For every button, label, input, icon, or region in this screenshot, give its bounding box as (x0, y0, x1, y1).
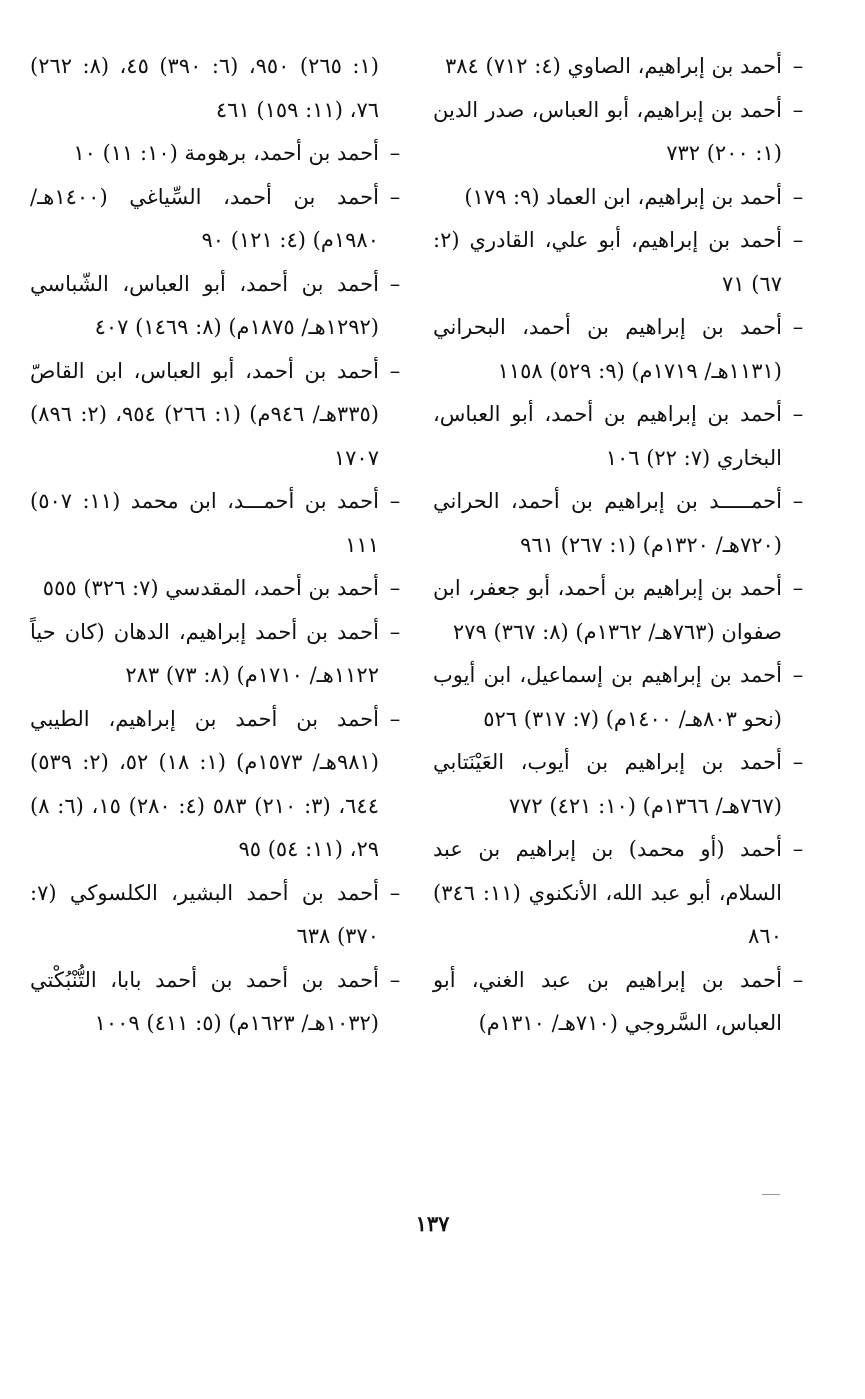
entry-text: أحمد بن إبراهيم، ابن العماد (٩: ١٧٩) (464, 184, 782, 209)
entry-dash: – (389, 967, 401, 992)
entry-text: أحمد بن أحمد، السِّياغي (١٤٠٠هـ/ ١٩٨٠م) (٤: ١٢١) ٩٠ (30, 184, 379, 252)
entry-dash: – (792, 576, 804, 600)
entry-text: أحمد بن أحمد بن أحمد بابا، التُّنْبُكْتي (١٠٣٢هـ/ ١٦٢٣م) (٥: ٤١١) ١٠٠٩ (30, 967, 379, 1035)
index-entry (433, 654, 808, 741)
index-entry (433, 45, 808, 89)
index-entry (30, 350, 405, 481)
entry-dash: – (792, 402, 804, 426)
index-entry (433, 828, 808, 959)
entry-text: أحمـــــد بن إبراهيم بن أحمد، الحراني (٧٢٠هـ/ ١٣٢٠م) (١: ٢٦٧) ٩٦١ (433, 489, 782, 557)
index-entry (433, 306, 808, 393)
entry-text: أحمد بن إبراهيم بن أحمد، البحراني (١١٣١هـ/ ١٧١٩م) (٩: ٥٢٩) ١١٥٨ (433, 315, 782, 383)
index-entry (433, 480, 808, 567)
index-entry (433, 393, 808, 480)
entry-text: (١: ٢٦٥) ٩٥٠، (٦: ٣٩٠) ٤٥، (٨: ٢٦٢) ٧٦، (١١: ١٥٩) ٤٦١ (30, 54, 379, 122)
scan-mark (762, 1194, 780, 1195)
entry-dash: – (792, 663, 804, 687)
index-entry (30, 611, 405, 698)
index-entry (30, 959, 405, 1046)
entry-dash: – (792, 837, 804, 861)
index-column-left (30, 45, 405, 1046)
entry-text: أحمد بن أحمد، أبو العباس، الشّباسي (١٢٩٢هـ/ ١٨٧٥م) (٨: ١٤٦٩) ٤٠٧ (30, 271, 379, 339)
entry-dash: – (389, 489, 401, 513)
entry-dash: – (792, 184, 804, 209)
entry-dash: – (389, 619, 401, 644)
entry-text: أحمد بن إبراهيم، الصاوي (٤: ٧١٢) ٣٨٤ (445, 54, 782, 78)
index-entry-continuation (30, 45, 405, 132)
index-entry (433, 567, 808, 654)
index-entry (30, 176, 405, 263)
entry-text: أحمد بن إبراهيم، أبو علي، القادري (٢: ٦٧) ٧١ (433, 228, 782, 296)
entry-dash: – (792, 750, 804, 774)
entry-text: أحمد بن إبراهيم بن أحمد، أبو العباس، البخاري (٧: ٢٢) ١٠٦ (433, 402, 782, 470)
entry-dash: – (389, 880, 401, 905)
entry-text: أحمد (أو محمد) بن إبراهيم بن عبد السلام، أبو عبد الله، الأنكنوي (١١: ٣٤٦) ٨٦٠ (433, 837, 782, 948)
entry-dash: – (792, 54, 804, 78)
index-entry (30, 872, 405, 959)
entry-dash: – (792, 97, 804, 122)
index-entry (433, 741, 808, 828)
entry-dash: – (389, 184, 401, 209)
entry-text: أحمد بن أحمد بن إبراهيم، الطيبي (٩٨١هـ/ ١٥٧٣م) (١: ١٨) ٥٢، (٢: ٥٣٩) ٦٤٤، (٣: ٢١٠) ٥٨٣ (٤: ٢٨٠) ١٥، (٦: ٨) ٢٩، (١١: ٥٤) ٩٥ (30, 706, 379, 861)
page-number: ١٣٧ (415, 1211, 450, 1236)
index-entry (433, 176, 808, 220)
entry-dash: – (792, 315, 804, 339)
index-entry (30, 698, 405, 872)
entry-text: أحمد بن أحمد، برهومة (١٠: ١١) ١٠ (73, 141, 379, 165)
index-entry (433, 89, 808, 176)
index-entry (30, 480, 405, 567)
entry-text: أحمد بن إبراهيم بن أحمد، أبو جعفر، ابن صفوان (٧٦٣هـ/ ١٣٦٢م) (٨: ٣٦٧) ٢٧٩ (433, 576, 782, 644)
entry-text: أحمد بن أحمـــد، ابن محمد (١١: ٥٠٧) ١١١ (30, 489, 379, 557)
entry-dash: – (792, 489, 804, 513)
entry-text: أحمد بن أحمد البشير، الكلسوكي (٧: ٣٧٠) ٦٣٨ (30, 880, 379, 948)
index-entry (433, 219, 808, 306)
entry-dash: – (792, 967, 804, 992)
entry-dash: – (792, 228, 804, 252)
index-entry (30, 263, 405, 350)
entry-text: أحمد بن إبراهيم بن إسماعيل، ابن أيوب (نحو ٨٠٣هـ/ ١٤٠٠م) (٧: ٣١٧) ٥٢٦ (433, 663, 782, 731)
entry-dash: – (389, 706, 401, 731)
entry-text: أحمد بن إبراهيم، أبو العباس، صدر الدين (١: ٢٠٠) ٧٣٢ (433, 97, 782, 165)
entry-text: أحمد بن إبراهيم بن أيوب، العَيْنَتابي (٧٦٧هـ/ ١٣٦٦م) (١٠: ٤٢١) ٧٧٢ (433, 750, 782, 818)
entry-dash: – (389, 358, 401, 383)
entry-dash: – (389, 271, 401, 296)
index-entry (30, 567, 405, 611)
entry-text: أحمد بن أحمد، المقدسي (٧: ٣٢٦) ٥٥٥ (42, 576, 379, 600)
entry-text: أحمد بن إبراهيم بن عبد الغني، أبو العباس، السَّروجي (٧١٠هـ/ ١٣١٠م) (433, 967, 782, 1035)
index-entry (433, 959, 808, 1046)
index-entry (30, 132, 405, 176)
entry-dash: – (389, 141, 401, 165)
entry-text: أحمد بن أحمد، أبو العباس، ابن القاصّ (٣٣٥هـ/ ٩٤٦م) (١: ٢٦٦) ٩٥٤، (٢: ٨٩٦) ١٧٠٧ (30, 358, 379, 470)
entry-text: أحمد بن أحمد إبراهيم، الدهان (كان حياً ١١٢٢هـ/ ١٧١٠م) (٨: ٧٣) ٢٨٣ (30, 619, 379, 687)
entry-dash: – (389, 576, 401, 600)
index-column-right (433, 45, 808, 1046)
